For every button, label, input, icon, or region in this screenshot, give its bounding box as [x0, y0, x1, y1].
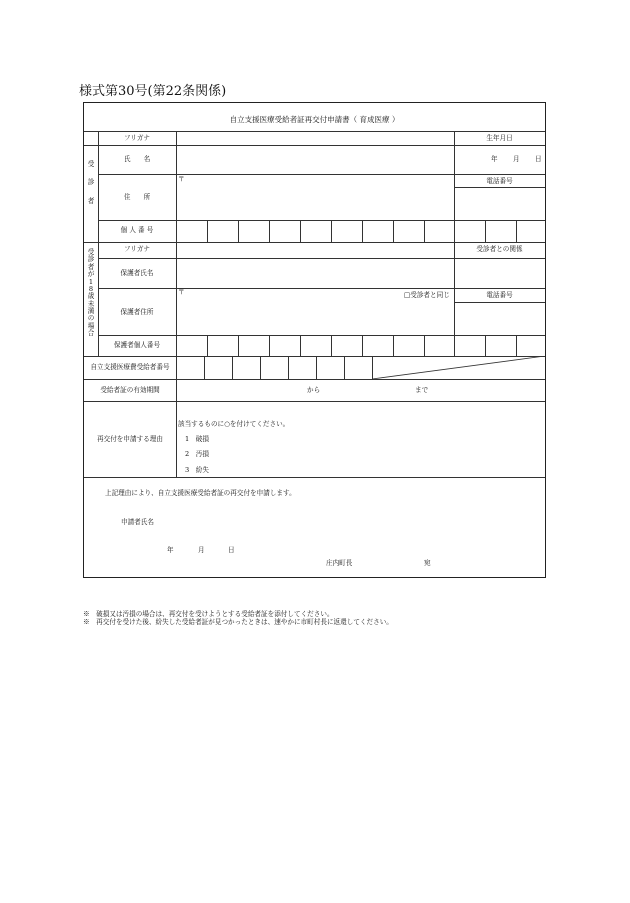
guardian-relation-label: 受診者との関係 [476, 245, 523, 253]
date-year-unit: 年 [167, 546, 174, 554]
patient-birthdate-label: 生年月日 [486, 134, 513, 142]
guardian-furigana-field[interactable] [177, 243, 453, 257]
guardian-mynumber-label: 保護者個人番号 [113, 341, 161, 349]
reason-option-lost[interactable]: 3 紛失 [185, 466, 209, 474]
birth-year-unit: 年 [491, 155, 498, 163]
patient-mynumber-label: 個 人 番 号 [120, 226, 154, 234]
footnote-damage: ※ 破損又は汚損の場合は、再交付を受けようとする受給者証を添付してください。 [83, 610, 334, 618]
reason-option-damaged[interactable]: 1 破損 [185, 435, 209, 443]
guardian-phone-field[interactable] [455, 303, 545, 334]
patient-phone-label: 電話番号 [486, 177, 513, 185]
guardian-name-field[interactable] [177, 259, 453, 287]
form-title: 自立支援医療受給者証再交付申請書（ 育成医療 ） [229, 115, 400, 124]
recipient-number-label: 自立支援医療費受給者番号 [90, 363, 170, 371]
guardian-postal-mark: 〒 [178, 288, 185, 296]
unused-area-strike [372, 356, 545, 379]
footnote-lost-found: ※ 再交付を受けた後、紛失した受給者証が見つかったときは、速やかに市町村長に返還してください。 [83, 618, 393, 627]
same-as-patient-checkbox[interactable]: □受診者と同じ [404, 291, 450, 299]
patient-name-field[interactable] [177, 146, 453, 173]
patient-name-label: 氏 名 [123, 155, 151, 163]
guardian-group-label: 受 診 者 が 1 8 歳 未 満 の 場 合 [87, 248, 95, 338]
patient-furigana-label: フリガナ [123, 134, 151, 142]
form-number-heading: 様式第30号(第22条関係) [79, 84, 227, 99]
declaration-statement: 上記理由により、自立支援医療受給者証の再交付を申請します。 [105, 489, 296, 497]
applicant-name-field[interactable] [164, 513, 364, 529]
validity-to-label: まで [415, 386, 429, 394]
validity-from-label: から [307, 386, 321, 394]
patient-address-field[interactable] [177, 175, 453, 219]
validity-period-label: 受給者証の有効期間 [100, 386, 160, 394]
date-day-unit: 日 [228, 546, 235, 554]
patient-phone-field[interactable] [455, 188, 545, 219]
addressee-honorific: 宛 [424, 559, 431, 567]
guardian-phone-label: 電話番号 [486, 291, 513, 299]
guardian-address-label: 保護者住所 [120, 308, 154, 316]
reissue-application-form [83, 102, 546, 578]
reason-option-soiled[interactable]: 2 汚損 [185, 450, 209, 458]
footnotes [83, 610, 393, 626]
patient-postal-mark: 〒 [178, 175, 185, 183]
guardian-relation-field[interactable] [455, 259, 545, 287]
birth-day-unit: 日 [535, 155, 542, 163]
guardian-furigana-label: フリガナ [123, 245, 151, 253]
patient-address-label: 住 所 [123, 193, 151, 201]
guardian-address-field[interactable] [177, 299, 453, 334]
birth-month-unit: 月 [513, 155, 520, 163]
reissue-reason-label: 再交付を申請する理由 [97, 435, 163, 443]
addressee-mayor: 庄内町長 [326, 559, 353, 567]
applicant-name-label: 申請者氏名 [121, 518, 154, 526]
date-month-unit: 月 [198, 546, 205, 554]
patient-group-label: 受 診 者 [87, 160, 95, 205]
reason-instruction: 該当するものに○を付けてください。 [178, 420, 290, 428]
guardian-name-label: 保護者氏名 [120, 269, 154, 277]
patient-furigana-field[interactable] [177, 132, 453, 144]
